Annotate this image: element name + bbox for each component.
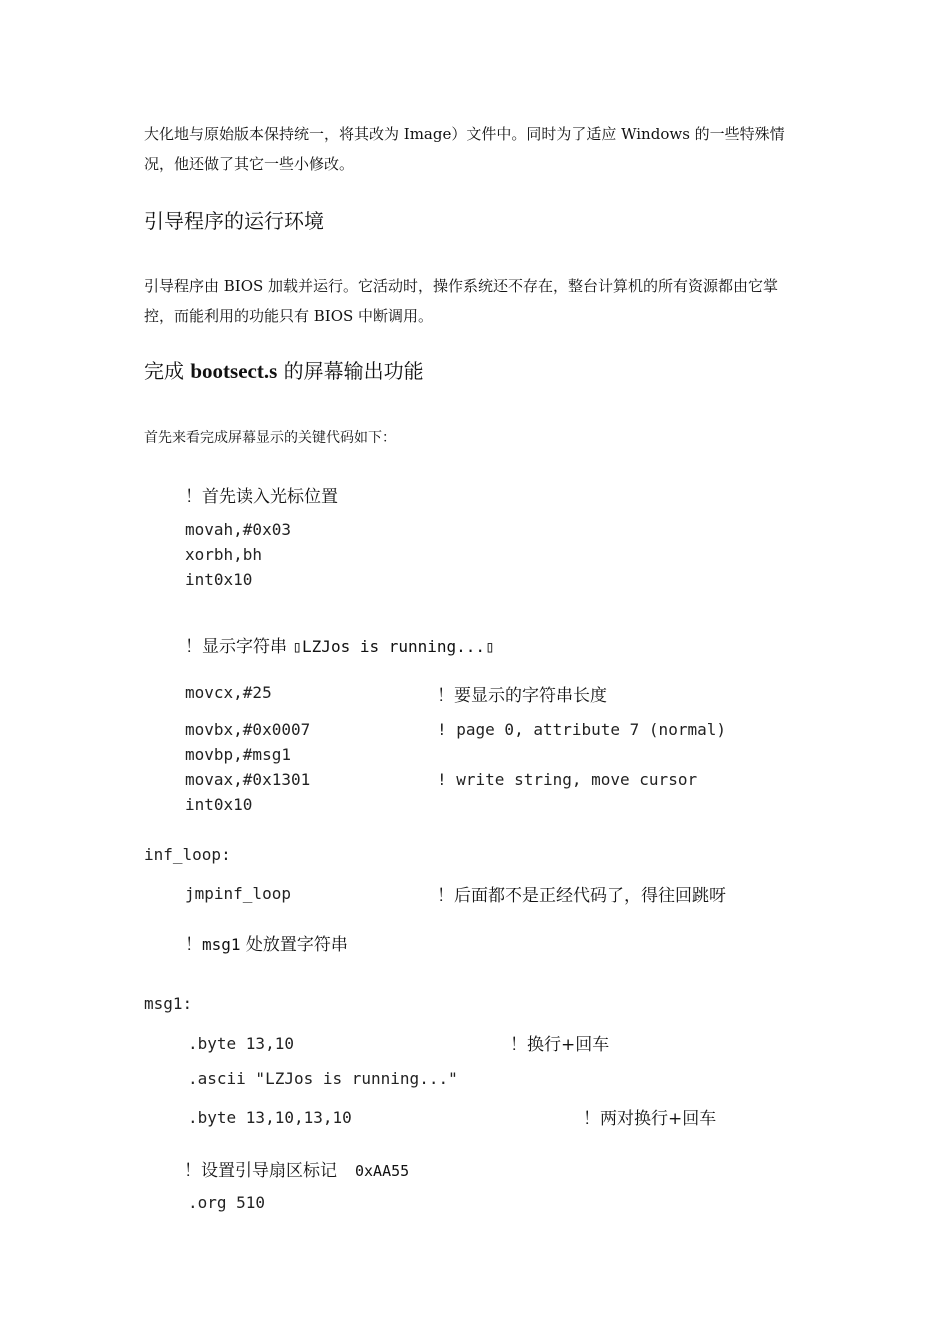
heading-pre: 完成: [144, 359, 191, 383]
heading-post: 的屏幕输出功能: [277, 359, 424, 383]
comment-msg1-pre: ！: [185, 935, 202, 955]
comment-crlf: ！换行+回车: [510, 1035, 610, 1055]
comment-jump-back: ！后面都不是正经代码了，得往回跳呀: [437, 886, 726, 906]
comment-msg1: [185, 930, 348, 955]
comment-string-length: ！要显示的字符串长度: [437, 686, 607, 706]
section-heading-bootsect: [144, 355, 424, 384]
code-line-9: jmpinf_loop: [185, 884, 291, 903]
comment-read-cursor: ！首先读入光标位置: [185, 487, 338, 507]
comment-write-string: ! write string, move cursor: [437, 770, 698, 789]
code-line-5: movbx,#0x0007: [185, 720, 311, 739]
section1-line-2: 控，而能利用的功能只有 BIOS 中断调用。: [144, 307, 434, 325]
code-line-10: .byte 13,10: [188, 1034, 294, 1053]
comment-show-mono: ▯LZJos is running...▯: [292, 637, 495, 656]
comment-show-string: [185, 632, 495, 657]
section-heading-environment: 引导程序的运行环境: [144, 209, 324, 233]
comment-sig-mono: 0xAA55: [355, 1162, 410, 1180]
code-line-2: xorbh,bh: [185, 545, 263, 564]
code-line-6: movbp,#msg1: [185, 745, 291, 764]
comment-double-crlf: ！两对换行+回车: [583, 1109, 717, 1129]
label-msg1: msg1:: [144, 994, 193, 1013]
comment-msg1-mono: msg1: [202, 935, 241, 954]
code-line-13: .org 510: [188, 1193, 266, 1212]
label-inf-loop: inf_loop:: [144, 845, 231, 864]
code-line-3: int0x10: [185, 570, 253, 589]
comment-msg1-post: 处放置字符串: [240, 935, 348, 955]
section1-line-1: 引导程序由 BIOS 加载并运行。它活动时，操作系统还不存在，整台计算机的所有资源都由它掌: [144, 277, 779, 295]
comment-boot-signature: [184, 1156, 409, 1181]
comment-page-attr: ! page 0, attribute 7 (normal): [437, 720, 726, 739]
code-line-1: movah,#0x03: [185, 520, 291, 539]
code-line-7: movax,#0x1301: [185, 770, 311, 789]
intro-line-2: 况，他还做了其它一些小修改。: [144, 155, 355, 173]
heading-bold: bootsect.s: [190, 359, 278, 383]
code-line-8: int0x10: [185, 795, 253, 814]
code-line-11: .ascii "LZJos is running...": [188, 1069, 458, 1088]
code-line-12: .byte 13,10,13,10: [188, 1108, 352, 1127]
section2-intro: 首先来看完成屏幕显示的关键代码如下：: [144, 430, 396, 446]
comment-show-pre: ！显示字符串: [185, 637, 293, 657]
intro-line-1: 大化地与原始版本保持统一，将其改为 Image）文件中。同时为了适应 Windows 的一些特殊情: [144, 125, 785, 143]
code-line-4: movcx,#25: [185, 683, 272, 702]
comment-sig-pre: ！设置引导扇区标记: [184, 1161, 337, 1181]
